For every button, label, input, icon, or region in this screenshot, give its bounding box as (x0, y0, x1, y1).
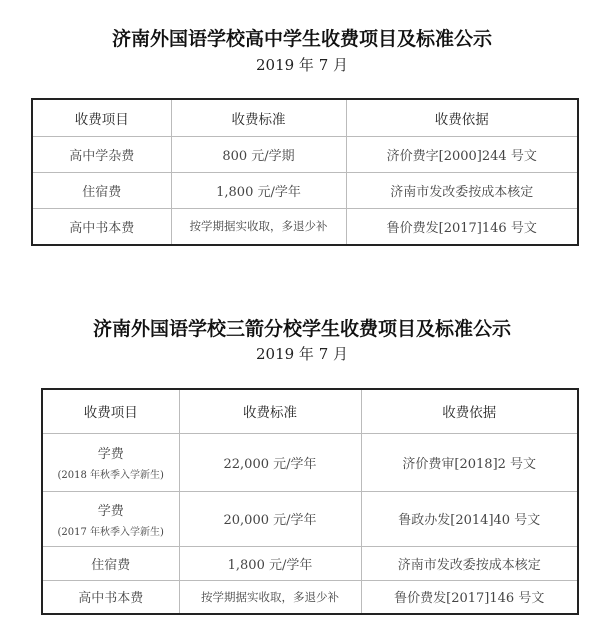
item-label: 学费 (97, 503, 124, 519)
table-row (32, 172, 578, 208)
standard-cell: 按学期据实收取，多退少补 (179, 580, 361, 614)
table-row (42, 546, 578, 580)
item-note: (2018 年秋季入学新生) (57, 470, 164, 481)
basis-cell: 济南市发改委按成本核定 (361, 546, 578, 580)
header-cell: 收费标准 (179, 389, 361, 433)
standard-cell: 800 元/学期 (171, 136, 346, 172)
item-cell: 高中书本费 (42, 580, 179, 614)
header-cell: 收费项目 (32, 99, 171, 136)
item-cell: 住宿费 (32, 172, 171, 208)
fee-table-2 (41, 388, 579, 615)
item-cell (42, 491, 179, 546)
item-cell (42, 433, 179, 491)
notice1-date: 2019 年 7 月 (255, 56, 349, 74)
basis-cell: 鲁价费发[2017]146 号文 (361, 580, 578, 614)
header-cell: 收费依据 (346, 99, 578, 136)
table-row (32, 136, 578, 172)
item-cell: 高中书本费 (32, 208, 171, 245)
table-row (42, 580, 578, 614)
notice2-title: 济南外国语学校三箭分校学生收费项目及标准公示 (92, 318, 511, 340)
notice2-date: 2019 年 7 月 (255, 345, 349, 363)
notice1-title: 济南外国语学校高中学生收费项目及标准公示 (111, 28, 492, 50)
header-cell: 收费依据 (361, 389, 578, 433)
standard-cell: 22,000 元/学年 (179, 433, 361, 491)
item-cell: 住宿费 (42, 546, 179, 580)
standard-cell: 20,000 元/学年 (179, 491, 361, 546)
basis-cell: 济价费审[2018]2 号文 (361, 433, 578, 491)
header-cell: 收费项目 (42, 389, 179, 433)
table-row (42, 491, 578, 546)
table-row (42, 433, 578, 491)
standard-cell: 1,800 元/学年 (171, 172, 346, 208)
basis-cell: 济价费字[2000]244 号文 (346, 136, 578, 172)
basis-cell: 鲁政办发[2014]40 号文 (361, 491, 578, 546)
item-label: 学费 (97, 447, 124, 462)
item-note: (2017 年秋季入学新生) (57, 526, 164, 538)
basis-cell: 鲁价费发[2017]146 号文 (346, 208, 578, 245)
table-header-row (32, 99, 578, 136)
fee-table-1 (31, 98, 579, 246)
item-cell: 高中学杂费 (32, 136, 171, 172)
basis-cell: 济南市发改委按成本核定 (346, 172, 578, 208)
table-row (32, 208, 578, 245)
table-header-row (42, 389, 578, 433)
standard-cell: 1,800 元/学年 (179, 546, 361, 580)
header-cell: 收费标准 (171, 99, 346, 136)
standard-cell: 按学期据实收取，多退少补 (171, 208, 346, 245)
